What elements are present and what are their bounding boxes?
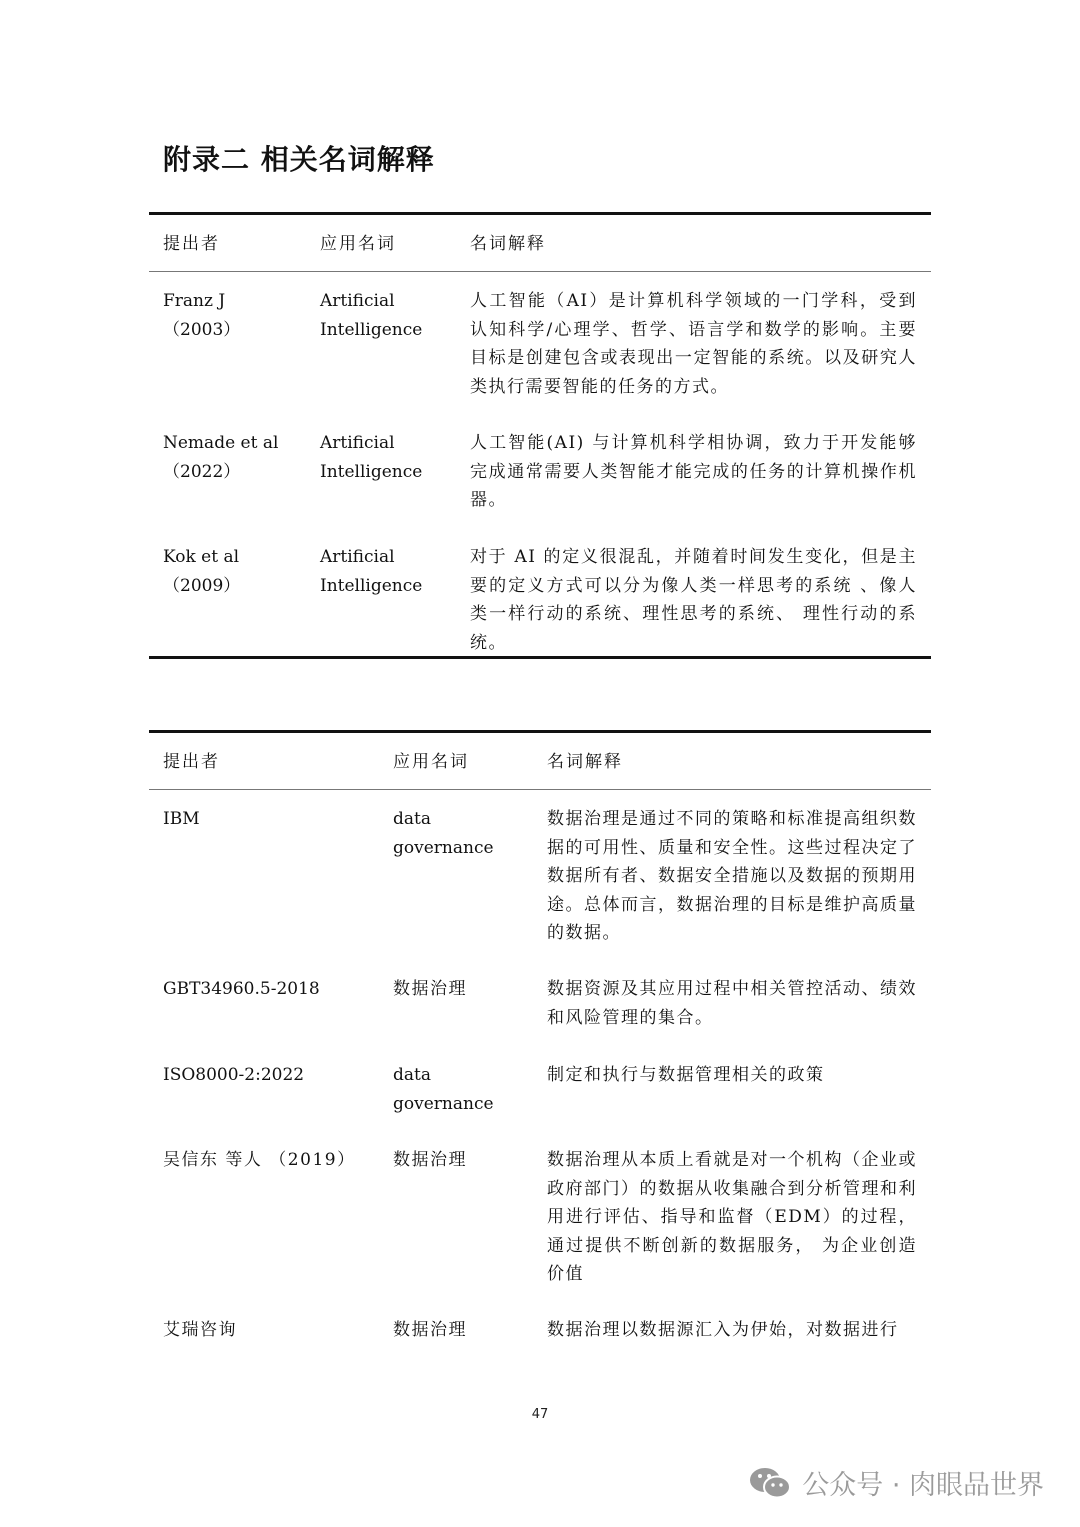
ai-terms-table [149, 212, 931, 659]
table-row [149, 960, 931, 1046]
cell-term: 数据治理 [393, 1150, 467, 1170]
table-row [149, 1046, 931, 1131]
header-proposer: 提出者 [163, 752, 220, 772]
table-row [149, 414, 931, 528]
cell-proposer: GBT34960.5-2018 [163, 979, 320, 999]
cell-proposer: 吴信东 等人 （2019） [163, 1150, 356, 1170]
cell-proposer: Kok et al （2009） [163, 547, 241, 596]
cell-definition: 数据治理以数据源汇入为伊始，对数据进行 [547, 1320, 899, 1340]
watermark [748, 1463, 1044, 1502]
page-number: 47 [531, 1407, 549, 1422]
cell-definition: 人工智能(AI) 与计算机科学相协调，致力于开发能够完成通常需要人类智能才能完成的任务的计算机操作机器。 [470, 433, 917, 510]
table-header-row [149, 215, 931, 271]
cell-proposer: IBM [163, 809, 200, 829]
cell-proposer: Nemade et al （2022） [163, 433, 279, 482]
data-governance-table [149, 730, 931, 1361]
cell-definition: 人工智能（AI）是计算机科学领域的一门学科，受到认知科学/心理学、哲学、语言学和数学的影响。主要目标是创建包含或表现出一定智能的系统。以及研究人类执行需要智能的任务的方式。 [470, 291, 917, 397]
cell-definition: 对于 AI 的定义很混乱，并随着时间发生变化，但是主要的定义方式可以分为像人类一样思考的系统 、像人类一样行动的系统、理性思考的系统、 理性行动的系统。 [470, 547, 917, 653]
table-header-row [149, 733, 931, 789]
watermark-text: 公众号 · 肉眼品世界 [802, 1470, 1044, 1501]
table-row [149, 528, 931, 656]
cell-definition: 数据治理是通过不同的策略和标准提高组织数据的可用性、质量和安全性。这些过程决定了数据所有者、数据安全措施以及数据的预期用途。总体而言，数据治理的目标是维护高质量的数据。 [547, 809, 917, 943]
cell-term: Artificial Intelligence [320, 433, 423, 482]
header-term: 应用名词 [320, 234, 396, 254]
header-term: 应用名词 [393, 752, 469, 772]
header-definition: 名词解释 [547, 752, 623, 772]
page-title: 附录二 相关名词解释 [163, 143, 435, 176]
header-definition: 名词解释 [470, 234, 546, 254]
cell-term: 数据治理 [393, 979, 467, 999]
cell-term: data governance [393, 1065, 494, 1114]
cell-definition: 制定和执行与数据管理相关的政策 [547, 1065, 825, 1085]
table-row [149, 272, 931, 414]
cell-definition: 数据治理从本质上看就是对一个机构（企业或政府部门）的数据从收集融合到分析管理和利用进行评估、指导和监督（EDM）的过程， 通过提供不断创新的数据服务， 为企业创造价值 [547, 1150, 917, 1284]
cell-term: Artificial Intelligence [320, 547, 423, 596]
header-proposer: 提出者 [163, 234, 220, 254]
table-row [149, 1131, 931, 1301]
cell-term: 数据治理 [393, 1320, 467, 1340]
cell-term: Artificial Intelligence [320, 291, 423, 340]
table-row [149, 1301, 931, 1361]
cell-proposer: ISO8000-2:2022 [163, 1065, 305, 1085]
cell-proposer: Franz J （2003） [163, 291, 241, 340]
cell-proposer: 艾瑞咨询 [163, 1320, 237, 1340]
table-row [149, 790, 931, 960]
cell-definition: 数据资源及其应用过程中相关管控活动、绩效和风险管理的集合。 [547, 979, 917, 1028]
wechat-icon [748, 1465, 792, 1501]
cell-term: data governance [393, 809, 494, 858]
